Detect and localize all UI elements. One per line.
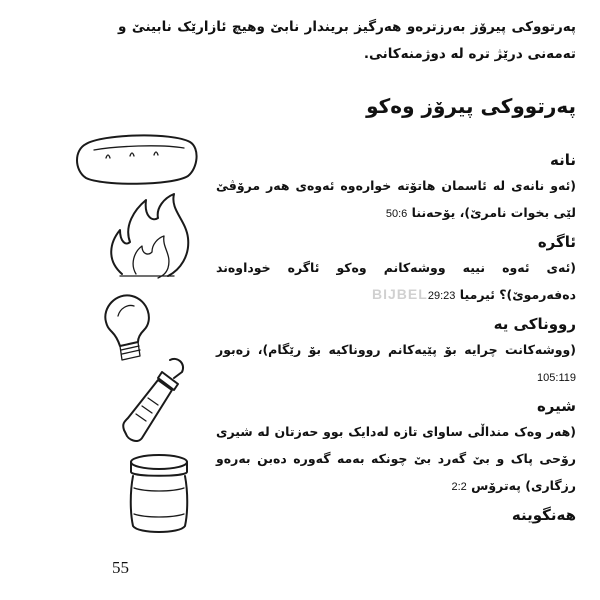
- bread-loaf-icon: [72, 128, 202, 190]
- section-title: شیرە: [536, 397, 576, 415]
- section-text: (ئەی ئەوە نییە ووشەکانم وەکو ئاگرە خوداوەند دەفەرموێ)؟ ئیرمیا: [216, 260, 576, 302]
- verse-reference: 50:6: [385, 208, 408, 220]
- baby-bottle-icon: [112, 354, 192, 444]
- intro-paragraph: پەرتووکی پیرۆز بەرزترەو هەرگیز بریندار نابێ وهیچ ئازارێک نابینێ و تەمەنی درێژ ترە لە دوژمنەکانی.: [118, 19, 576, 62]
- section-title: نانە: [550, 151, 576, 169]
- section-body: [216, 418, 576, 501]
- section-title: هەنگوینە: [511, 506, 576, 524]
- content-column: [216, 148, 576, 527]
- section-light: [216, 312, 576, 392]
- section-fire: [216, 230, 576, 310]
- watermark: BIJBEL: [372, 286, 428, 302]
- section-text: (ووشەکانت چرایە بۆ پێیەکانم رووناکیە بۆ رێگام)، زەبور: [216, 342, 576, 357]
- verse-reference: 105:119: [537, 372, 576, 384]
- section-text: (ئەو نانەی لە ئاسمان هاتۆتە خوارەوە ئەوەی هەر مرۆڤێ لێی بخوات نامرێ)، یۆحەننا: [216, 178, 576, 220]
- verse-reference: 2:2: [451, 481, 467, 493]
- section-text: (هەر وەک منداڵی ساوای تازە لەدایک بوو حەزتان لە شیری رۆحی پاک و بێ گەرد بێ چونکە بەمە گەورە دەبن بەرەو رزگاری) پەترۆس: [216, 424, 576, 493]
- section-bread: [216, 148, 576, 228]
- fire-icon: [100, 190, 200, 280]
- section-body: [216, 336, 576, 392]
- section-body: [216, 254, 576, 310]
- section-heading: پەرتووکی پیرۆز وەکو: [366, 94, 576, 118]
- section-honey: [216, 503, 576, 527]
- page-number: 55: [112, 558, 129, 577]
- section-body: [216, 172, 576, 228]
- section-title: رووناکی یە: [493, 315, 576, 333]
- verse-reference: 29:23: [427, 290, 456, 302]
- section-milk: [216, 394, 576, 501]
- honey-jar-icon: [124, 452, 194, 536]
- section-title: ئاگرە: [537, 233, 576, 251]
